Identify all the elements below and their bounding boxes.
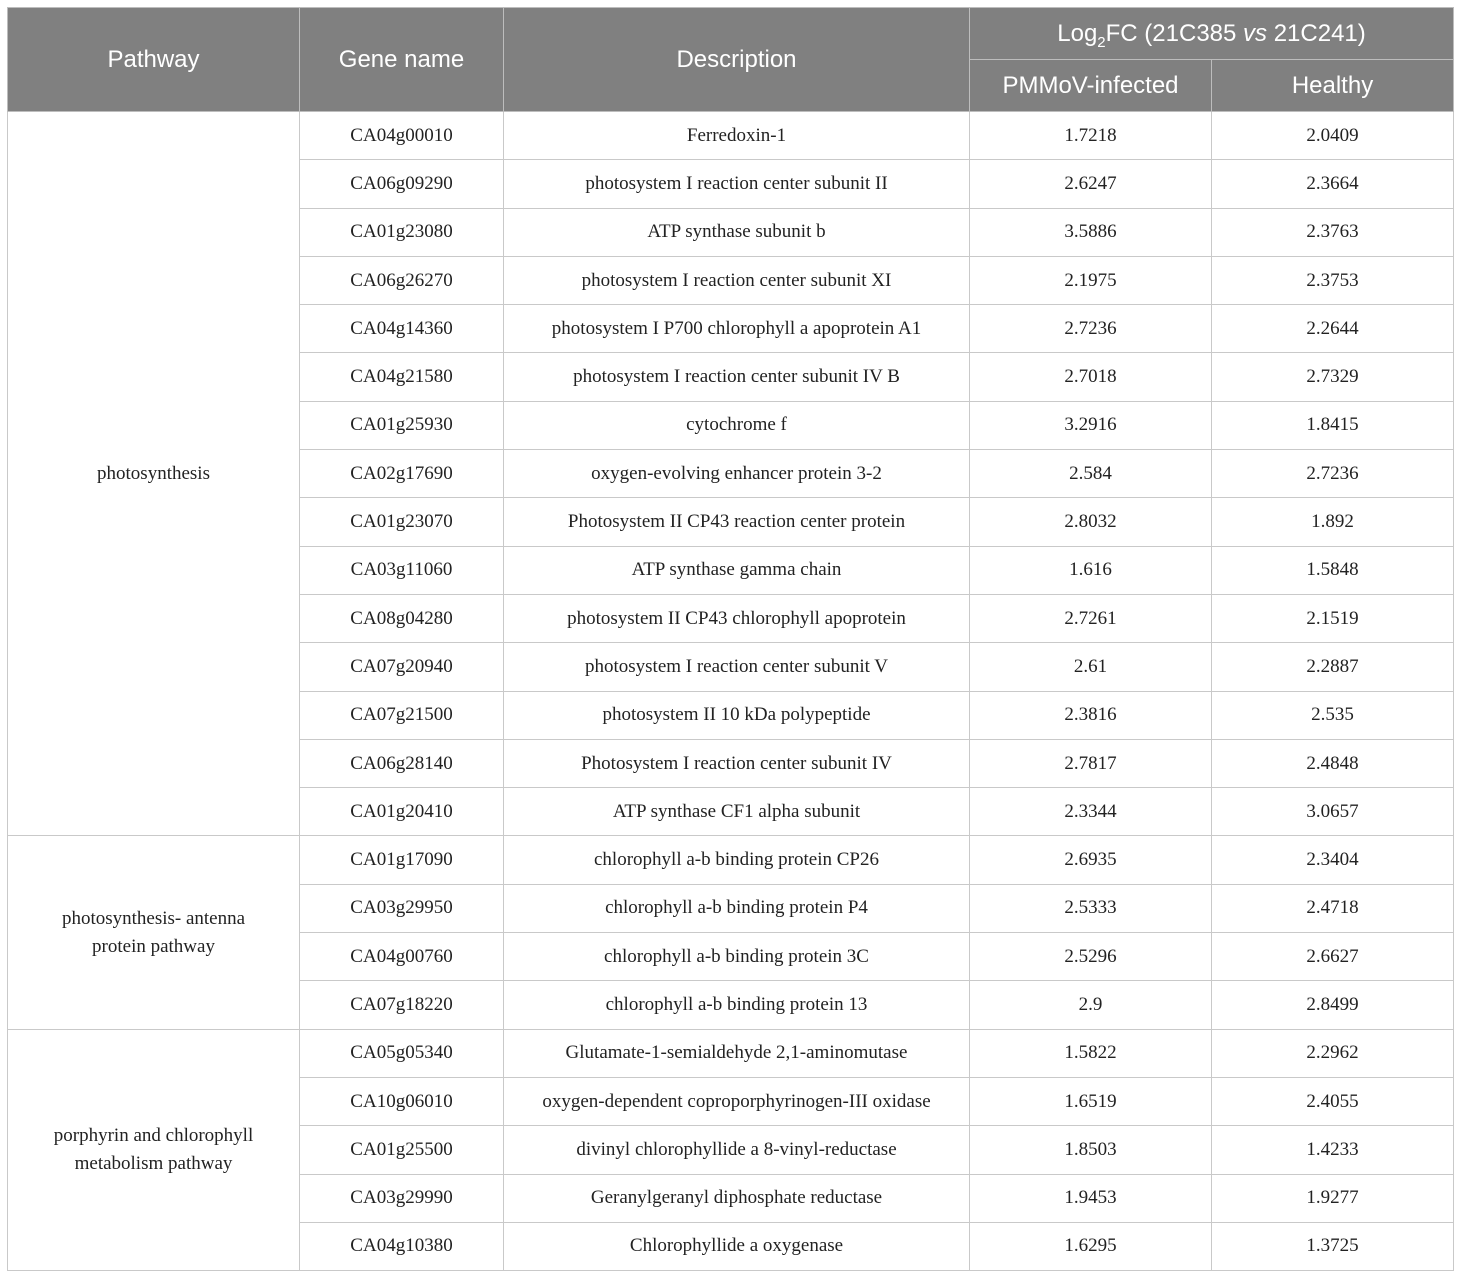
description-cell: ATP synthase subunit b: [504, 208, 970, 256]
description-cell: chlorophyll a-b binding protein 3C: [504, 933, 970, 981]
header-description: Description: [504, 8, 970, 112]
pmmov-value-cell: 2.1975: [970, 256, 1212, 304]
healthy-value-cell: 1.4233: [1212, 1126, 1454, 1174]
pmmov-value-cell: 2.6247: [970, 160, 1212, 208]
gene-name-cell: CA05g05340: [300, 1029, 504, 1077]
gene-name-cell: CA07g20940: [300, 643, 504, 691]
pmmov-value-cell: 2.5333: [970, 884, 1212, 932]
header-log2fc-fc: FC (21C385: [1105, 19, 1244, 47]
healthy-value-cell: 1.892: [1212, 498, 1454, 546]
description-cell: oxygen-evolving enhancer protein 3-2: [504, 450, 970, 498]
gene-name-cell: CA06g26270: [300, 256, 504, 304]
healthy-value-cell: 2.3763: [1212, 208, 1454, 256]
description-cell: chlorophyll a-b binding protein P4: [504, 884, 970, 932]
healthy-value-cell: 2.3753: [1212, 256, 1454, 304]
healthy-value-cell: 1.3725: [1212, 1222, 1454, 1270]
pmmov-value-cell: 2.7817: [970, 739, 1212, 787]
header-pmmov-infected: PMMoV-infected: [970, 60, 1212, 112]
pmmov-value-cell: 2.7018: [970, 353, 1212, 401]
healthy-value-cell: 2.6627: [1212, 933, 1454, 981]
description-cell: Chlorophyllide a oxygenase: [504, 1222, 970, 1270]
healthy-value-cell: 2.2962: [1212, 1029, 1454, 1077]
table-header: [8, 8, 1454, 112]
healthy-value-cell: 2.0409: [1212, 112, 1454, 160]
gene-name-cell: CA04g10380: [300, 1222, 504, 1270]
pathway-cell: photosynthesis: [8, 112, 300, 836]
pathway-cell: porphyrin and chlorophyll metabolism pathway: [8, 1029, 300, 1270]
pmmov-value-cell: 1.8503: [970, 1126, 1212, 1174]
gene-name-cell: CA01g23080: [300, 208, 504, 256]
healthy-value-cell: 2.7329: [1212, 353, 1454, 401]
healthy-value-cell: 3.0657: [1212, 788, 1454, 836]
pmmov-value-cell: 1.5822: [970, 1029, 1212, 1077]
pmmov-value-cell: 2.7236: [970, 305, 1212, 353]
gene-name-cell: CA01g20410: [300, 788, 504, 836]
description-cell: ATP synthase gamma chain: [504, 546, 970, 594]
table-row: [8, 836, 1454, 884]
description-cell: Photosystem II CP43 reaction center protein: [504, 498, 970, 546]
header-gene-name: Gene name: [300, 8, 504, 112]
header-log2fc-subscript: 2: [1097, 33, 1106, 51]
healthy-value-cell: 2.1519: [1212, 594, 1454, 642]
gene-name-cell: CA06g28140: [300, 739, 504, 787]
description-cell: photosystem I P700 chlorophyll a apoprotein A1: [504, 305, 970, 353]
pathway-cell: photosynthesis- antenna protein pathway: [8, 836, 300, 1029]
healthy-value-cell: 2.4055: [1212, 1077, 1454, 1125]
description-cell: Glutamate-1-semialdehyde 2,1-aminomutase: [504, 1029, 970, 1077]
description-cell: oxygen-dependent coproporphyrinogen-III oxidase: [504, 1077, 970, 1125]
pmmov-value-cell: 1.6295: [970, 1222, 1212, 1270]
description-cell: Photosystem I reaction center subunit IV: [504, 739, 970, 787]
description-cell: photosystem II CP43 chlorophyll apoprotein: [504, 594, 970, 642]
healthy-value-cell: 2.2644: [1212, 305, 1454, 353]
gene-name-cell: CA01g25500: [300, 1126, 504, 1174]
gene-name-cell: CA02g17690: [300, 450, 504, 498]
gene-name-cell: CA04g00760: [300, 933, 504, 981]
gene-name-cell: CA04g21580: [300, 353, 504, 401]
description-cell: photosystem I reaction center subunit II: [504, 160, 970, 208]
healthy-value-cell: 2.3404: [1212, 836, 1454, 884]
gene-name-cell: CA04g00010: [300, 112, 504, 160]
gene-name-cell: CA07g18220: [300, 981, 504, 1029]
gene-name-cell: CA01g25930: [300, 401, 504, 449]
header-pathway: Pathway: [8, 8, 300, 112]
description-cell: chlorophyll a-b binding protein CP26: [504, 836, 970, 884]
description-cell: photosystem I reaction center subunit IV B: [504, 353, 970, 401]
pmmov-value-cell: 1.7218: [970, 112, 1212, 160]
gene-name-cell: CA06g09290: [300, 160, 504, 208]
healthy-value-cell: 2.535: [1212, 691, 1454, 739]
healthy-value-cell: 1.5848: [1212, 546, 1454, 594]
gene-name-cell: CA03g29990: [300, 1174, 504, 1222]
healthy-value-cell: 2.2887: [1212, 643, 1454, 691]
pmmov-value-cell: 2.61: [970, 643, 1212, 691]
healthy-value-cell: 1.8415: [1212, 401, 1454, 449]
table-row: [8, 112, 1454, 160]
pmmov-value-cell: 2.5296: [970, 933, 1212, 981]
pmmov-value-cell: 2.3816: [970, 691, 1212, 739]
gene-name-cell: CA01g17090: [300, 836, 504, 884]
healthy-value-cell: 2.8499: [1212, 981, 1454, 1029]
header-healthy: Healthy: [1212, 60, 1454, 112]
gene-name-cell: CA03g29950: [300, 884, 504, 932]
gene-name-cell: CA08g04280: [300, 594, 504, 642]
description-cell: Geranylgeranyl diphosphate reductase: [504, 1174, 970, 1222]
healthy-value-cell: 2.3664: [1212, 160, 1454, 208]
description-cell: chlorophyll a-b binding protein 13: [504, 981, 970, 1029]
pmmov-value-cell: 2.9: [970, 981, 1212, 1029]
gene-name-cell: CA04g14360: [300, 305, 504, 353]
description-cell: photosystem I reaction center subunit XI: [504, 256, 970, 304]
header-log2fc: [970, 8, 1454, 60]
pmmov-value-cell: 1.6519: [970, 1077, 1212, 1125]
healthy-value-cell: 2.7236: [1212, 450, 1454, 498]
table-body: [8, 112, 1454, 1271]
gene-name-cell: CA03g11060: [300, 546, 504, 594]
table-row: [8, 1029, 1454, 1077]
pmmov-value-cell: 2.584: [970, 450, 1212, 498]
pmmov-value-cell: 1.9453: [970, 1174, 1212, 1222]
pmmov-value-cell: 3.5886: [970, 208, 1212, 256]
pmmov-value-cell: 2.3344: [970, 788, 1212, 836]
description-cell: ATP synthase CF1 alpha subunit: [504, 788, 970, 836]
description-cell: divinyl chlorophyllide a 8-vinyl-reductase: [504, 1126, 970, 1174]
gene-name-cell: CA07g21500: [300, 691, 504, 739]
pmmov-value-cell: 2.7261: [970, 594, 1212, 642]
gene-expression-table: [7, 7, 1454, 1271]
pmmov-value-cell: 1.616: [970, 546, 1212, 594]
pmmov-value-cell: 2.6935: [970, 836, 1212, 884]
header-log2fc-suffix: 21C241): [1267, 19, 1366, 47]
healthy-value-cell: 2.4718: [1212, 884, 1454, 932]
header-log2fc-vs: vs: [1243, 19, 1268, 47]
healthy-value-cell: 2.4848: [1212, 739, 1454, 787]
gene-name-cell: CA01g23070: [300, 498, 504, 546]
header-log2fc-prefix: Log: [1057, 19, 1098, 47]
description-cell: Ferredoxin-1: [504, 112, 970, 160]
description-cell: photosystem II 10 kDa polypeptide: [504, 691, 970, 739]
pmmov-value-cell: 2.8032: [970, 498, 1212, 546]
healthy-value-cell: 1.9277: [1212, 1174, 1454, 1222]
header-row-primary: [8, 8, 1454, 60]
description-cell: cytochrome f: [504, 401, 970, 449]
gene-name-cell: CA10g06010: [300, 1077, 504, 1125]
pmmov-value-cell: 3.2916: [970, 401, 1212, 449]
description-cell: photosystem I reaction center subunit V: [504, 643, 970, 691]
